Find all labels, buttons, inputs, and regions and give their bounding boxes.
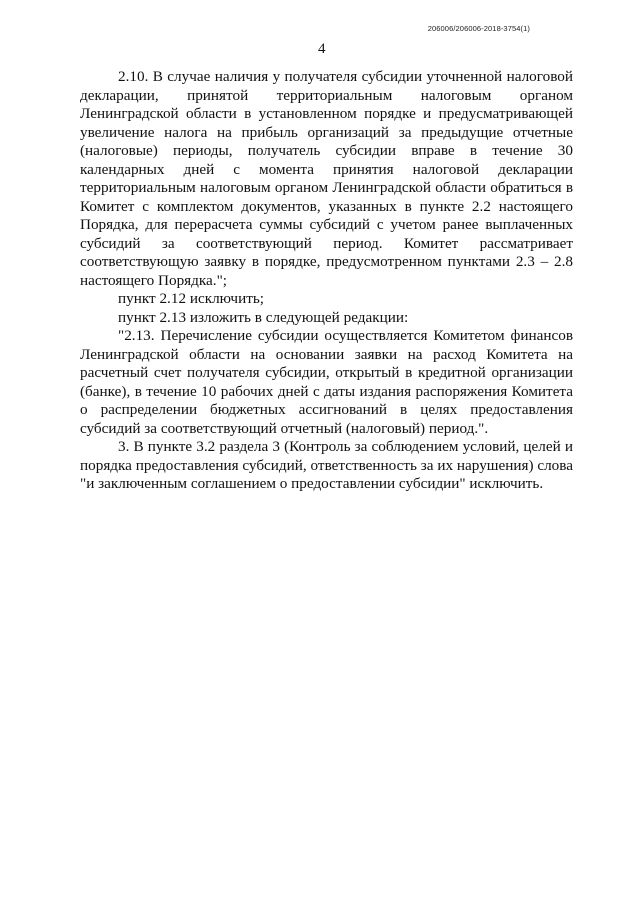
document-code: 206006/206006-2018-3754(1)	[427, 24, 530, 33]
paragraph-3: 3. В пункте 3.2 раздела 3 (Контроль за соблюдением условий, целей и порядка предоставления субсидий, ответственность за их нарушения) слова "и заключенным соглашением о предоставлении субсидии" исключить.	[80, 438, 573, 492]
paragraph-item-2-12: пункт 2.12 исключить;	[118, 290, 264, 307]
paragraph-2-10: 2.10. В случае наличия у получателя субсидии уточненной налоговой декларации, принятой территориальным налоговым органом Ленинградской области в установленном порядке и предусматривающей увеличение налога на прибыль организаций за предыдущие отчетные (налоговые) периоды, получатель субсидии вправе в течение 30 календарных дней с момента принятия налоговой декларации территориальным налоговым органом Ленинградской области обратиться в Комитет с комплектом документов, указанных в пункте 2.2 настоящего Порядка, для перерасчета суммы субсидий с учетом ранее выплаченных субсидий за соответствующий период. Комитет рассматривает соответствующую заявку в порядке, предусмотренном пунктами 2.3 – 2.8 настоящего Порядка.";	[80, 68, 573, 289]
paragraph-item-2-13-intro: пункт 2.13 изложить в следующей редакции:	[118, 308, 409, 326]
paragraph-2-13: "2.13. Перечисление субсидии осуществляется Комитетом финансов Ленинградской области на основании заявки на расход Комитета на расчетный счет получателя субсидии, открытый в кредитной организации (банке), в течение 10 рабочих дней с даты издания распоряжения Комитета о распределении бюджетных ассигнований в целях предоставления субсидий за соответствующий отчетный (налоговый) период.".	[80, 327, 573, 437]
page-number: 4	[318, 41, 326, 57]
document-body	[80, 68, 573, 494]
